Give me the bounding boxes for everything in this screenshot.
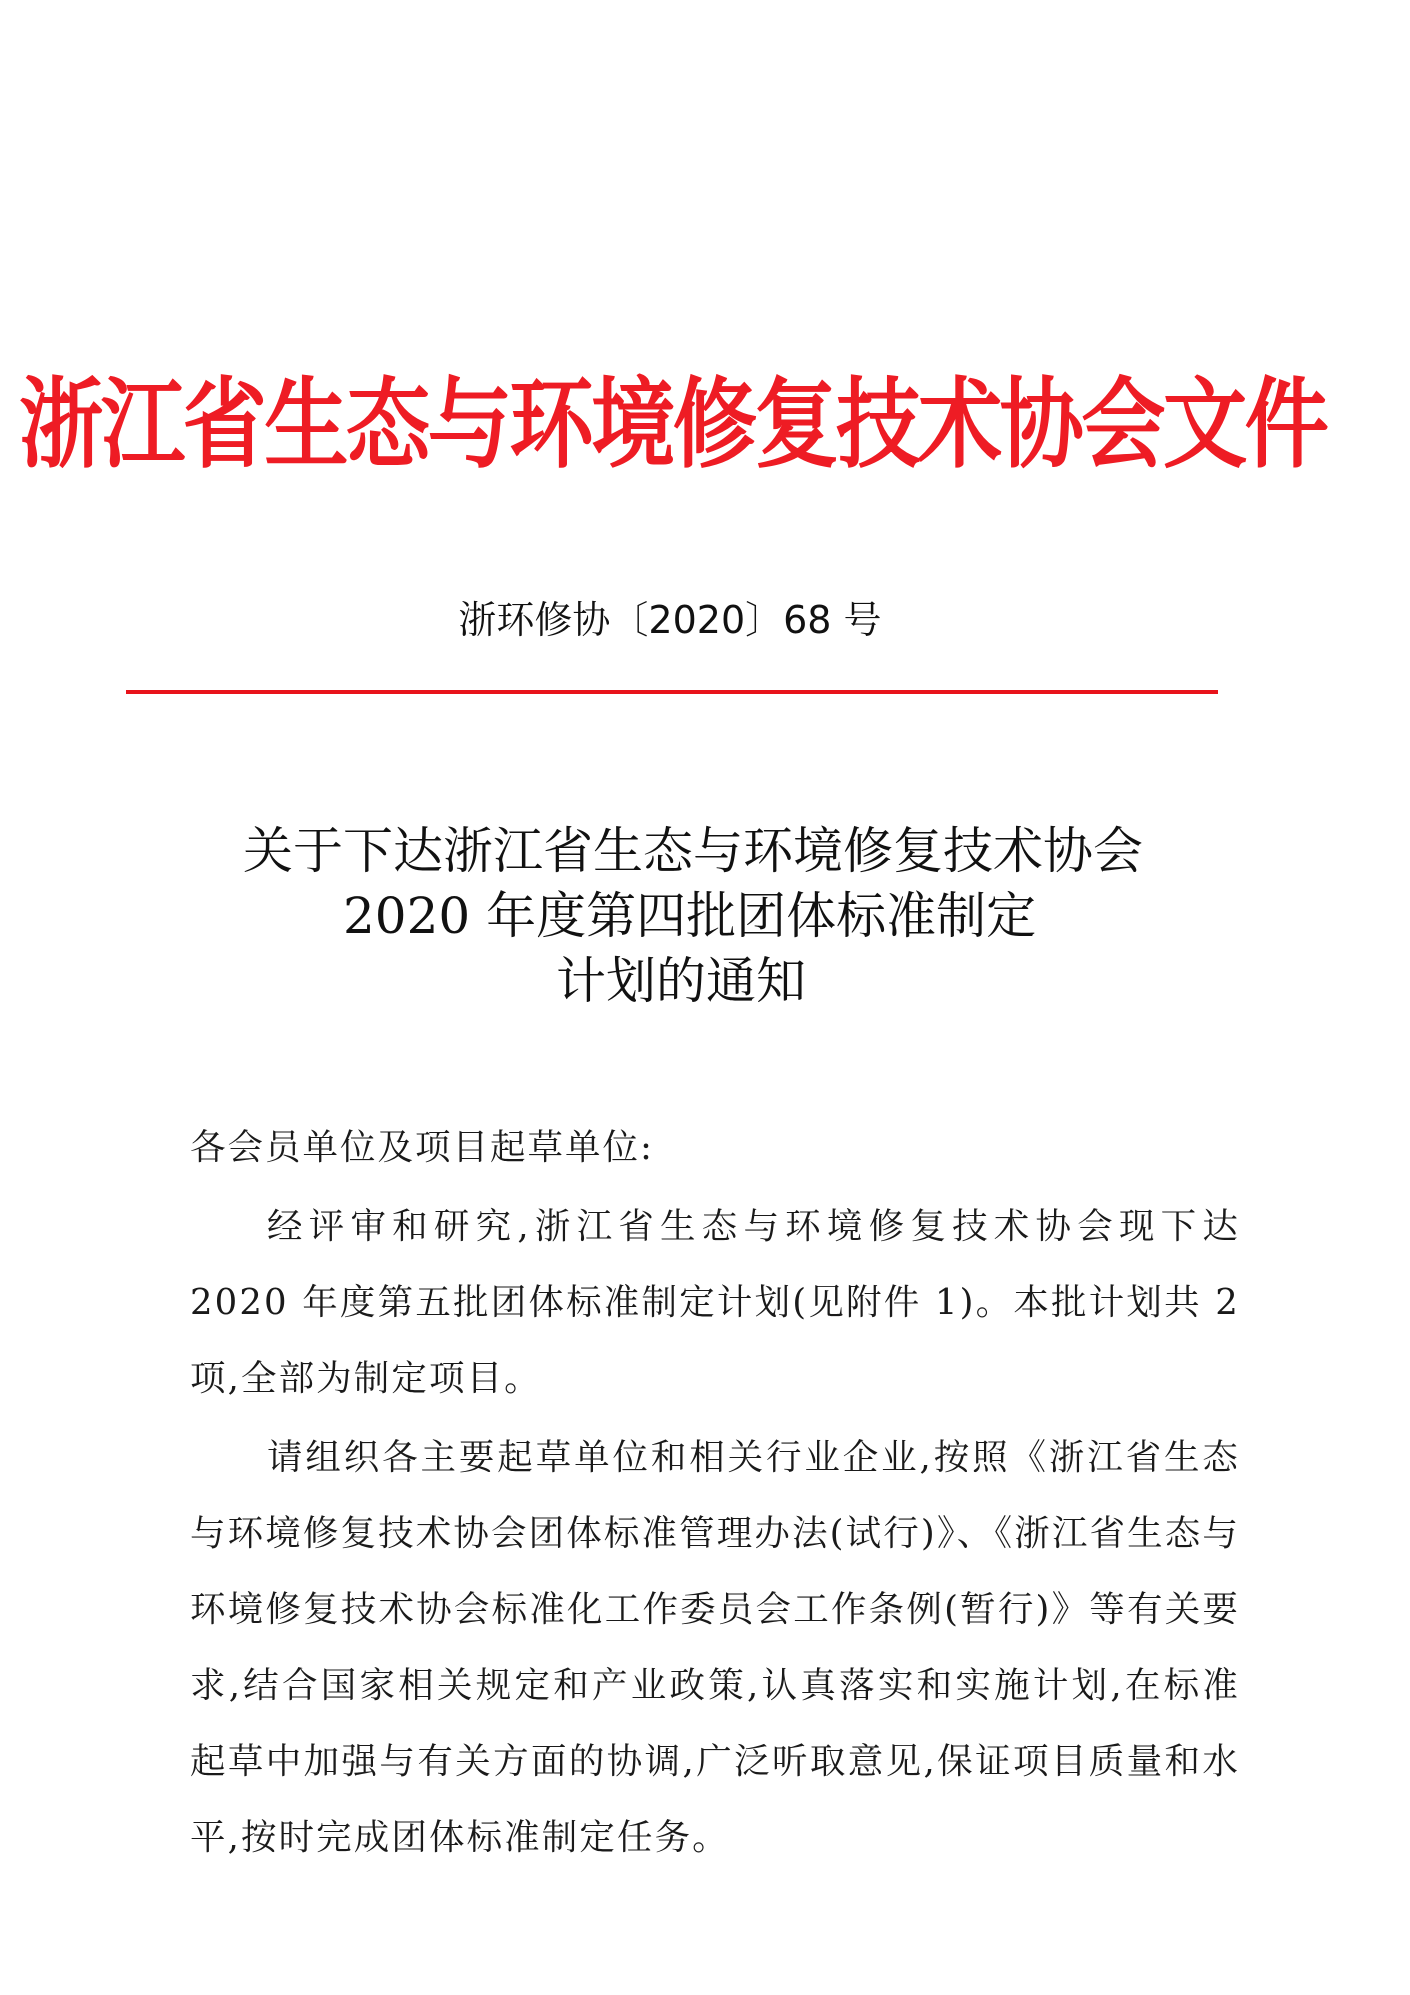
notice-title-line-2: 2020 年度第四批团体标准制定	[343, 887, 1037, 945]
document-number: 浙环修协〔2020〕68 号	[458, 598, 882, 642]
salutation: 各会员单位及项目起草单位:	[190, 1127, 654, 1168]
organization-header-title: 浙江省生态与环境修复技术协会文件	[19, 367, 1327, 482]
notice-title-line-3: 计划的通知	[556, 952, 806, 1010]
body-paragraph-2: 请组织各主要起草单位和相关行业企业,按照《浙江省生态与环境修复技术协会团体标准管理办法(试行)》、《浙江省生态与环境修复技术协会标准化工作委员会工作条例(暂行)》等有关要求,结合国家相关规定和产业政策,认真落实和实施计划,在标准起草中加强与有关方面的协调,广泛听取意见,保证项目质量和水平,按时完成团体标准制定任务。	[190, 1437, 1240, 1858]
red-divider-line	[126, 690, 1218, 694]
notice-body	[190, 1110, 1240, 1879]
notice-title-line-1: 关于下达浙江省生态与环境修复技术协会	[243, 822, 1143, 880]
body-paragraph-1: 经评审和研究,浙江省生态与环境修复技术协会现下达2020 年度第五批团体标准制定计划(见附件 1)。本批计划共 2 项,全部为制定项目。	[190, 1206, 1240, 1399]
